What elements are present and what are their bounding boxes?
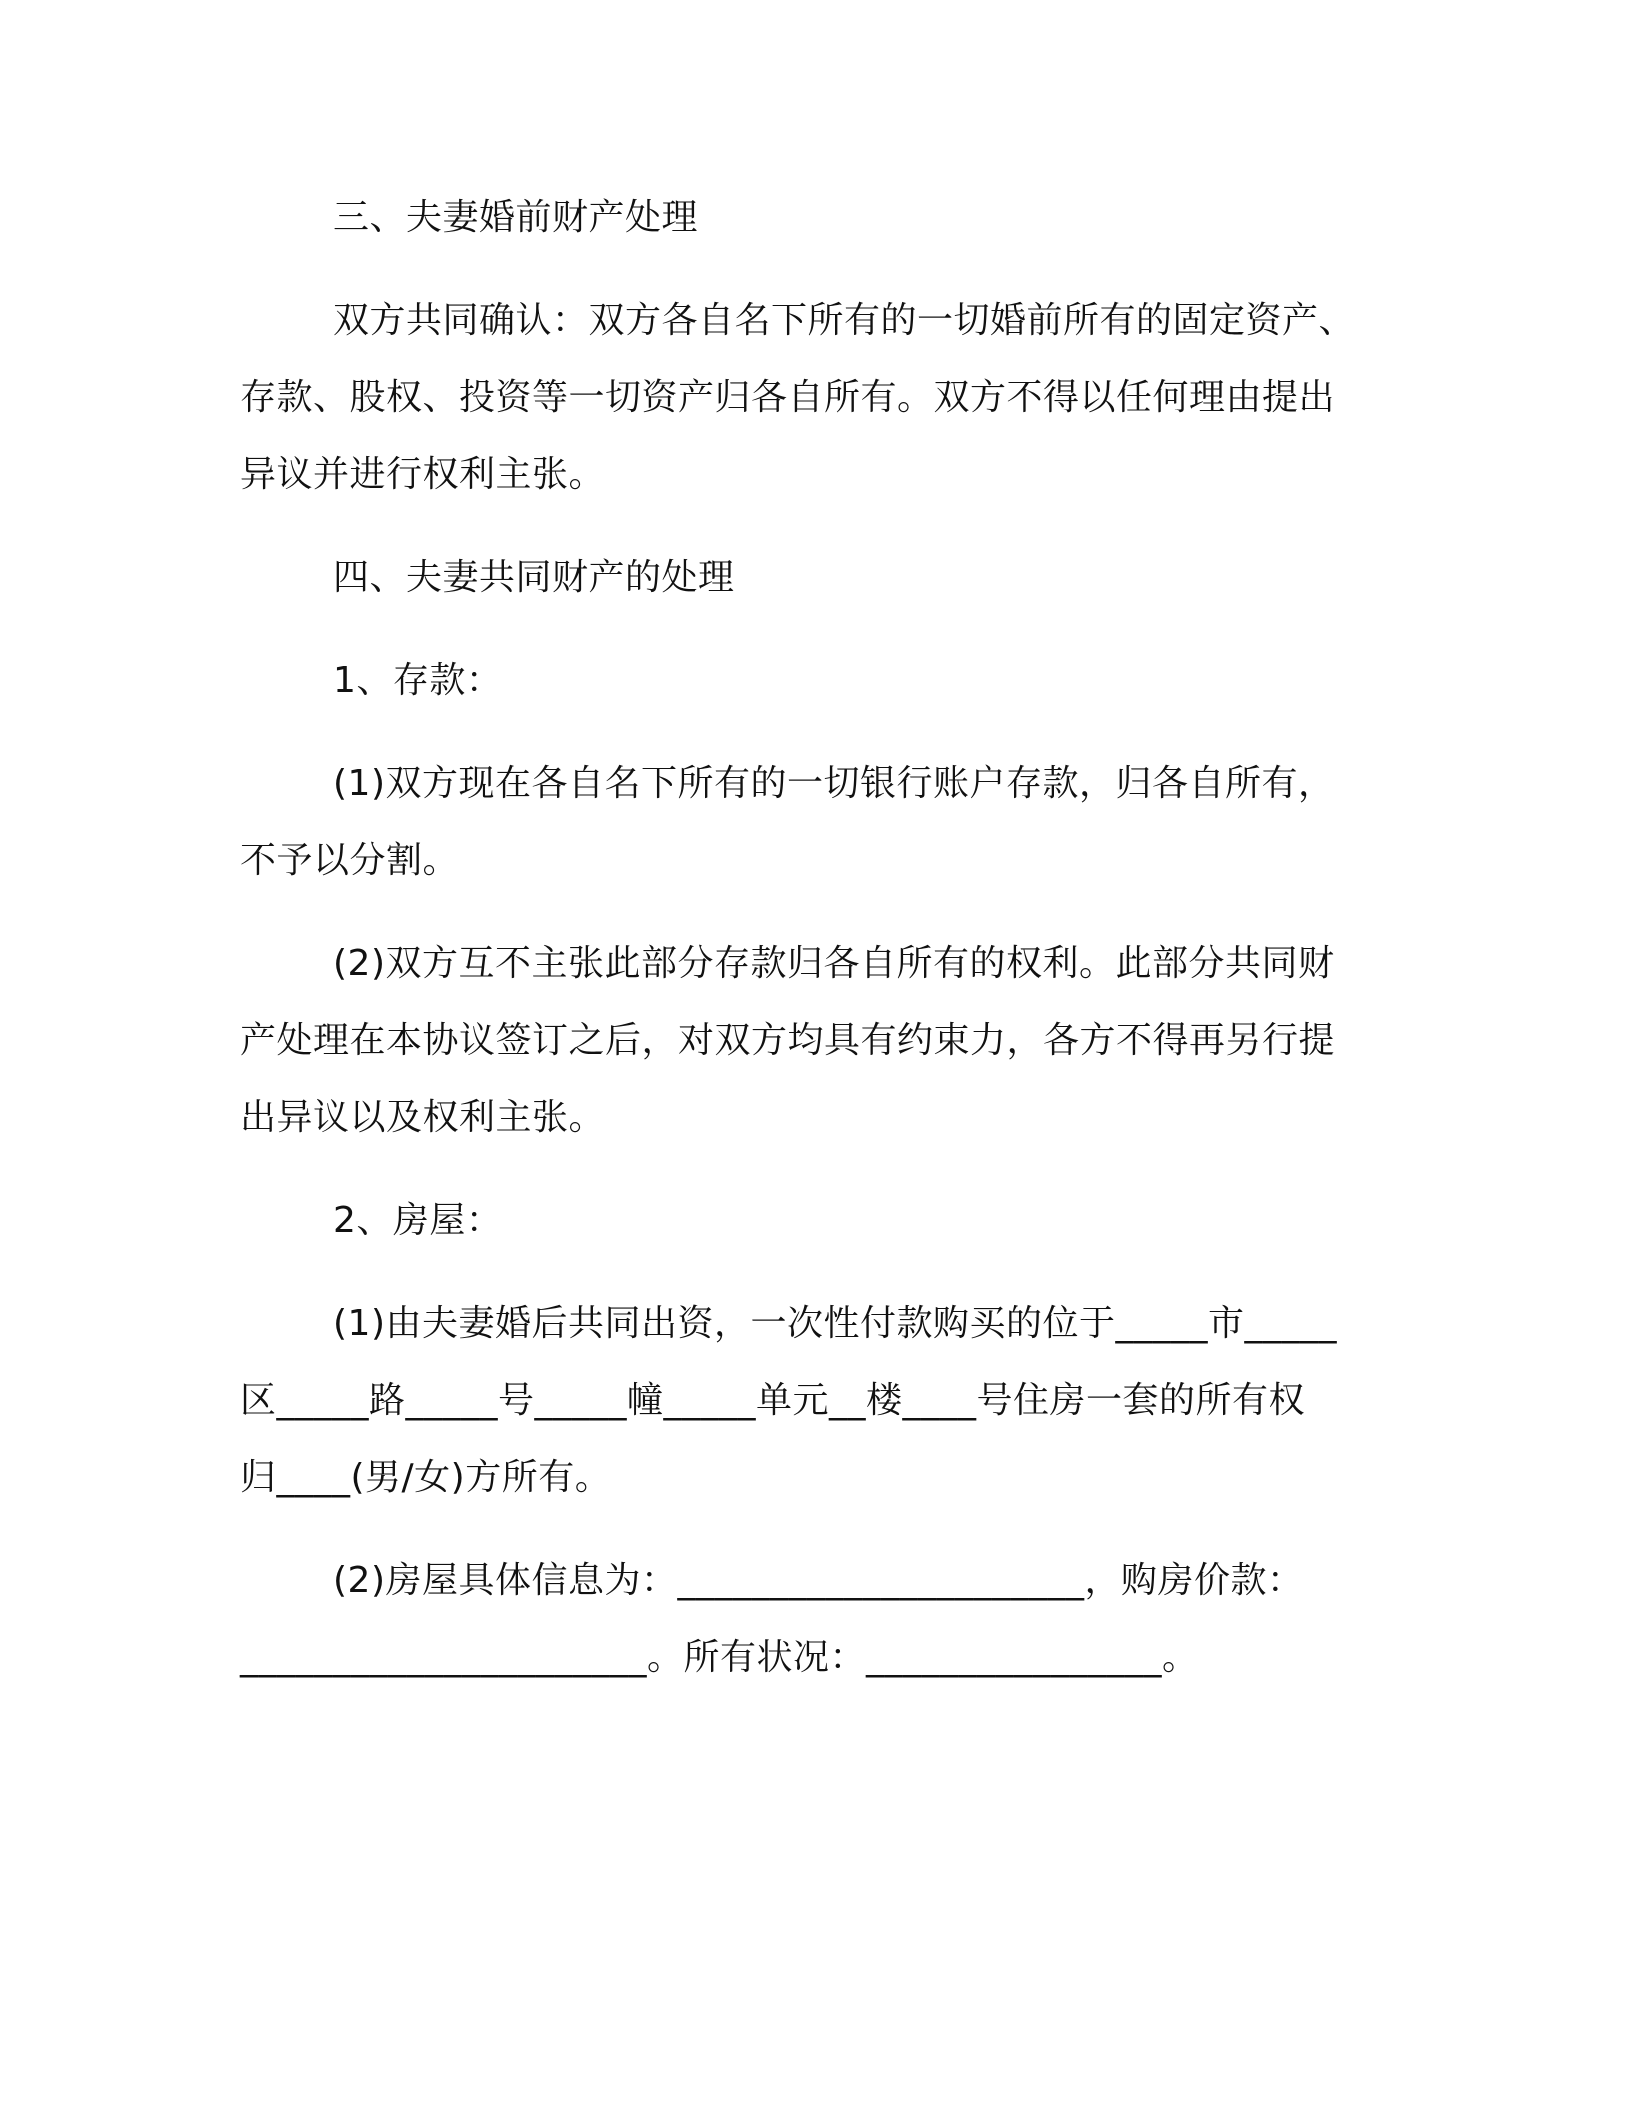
item-2-sub-1-line-1: (1)由夫妻婚后共同出资，一次性付款购买的位于_____市_____	[333, 1303, 1337, 1344]
section-3-paragraph-line-2: 存款、股权、投资等一切资产归各自所有。双方不得以任何理由提出	[240, 377, 1336, 418]
item-1-sub-1-line-1: (1)双方现在各自名下所有的一切银行账户存款，归各自所有，	[333, 763, 1335, 804]
section-3-paragraph-line-1: 双方共同确认：双方各自名下所有的一切婚前所有的固定资产、	[333, 300, 1356, 341]
item-2-heading: 2、房屋：	[333, 1200, 503, 1241]
section-4-heading: 四、夫妻共同财产的处理	[333, 557, 735, 598]
item-1-sub-2-line-1: (2)双方互不主张此部分存款归各自所有的权利。此部分共同财	[333, 943, 1335, 984]
item-1-heading: 1、存款：	[333, 660, 503, 701]
item-1-sub-1-line-2: 不予以分割。	[240, 840, 460, 881]
item-2-sub-2-line-2: ______________________。所有状况：________________。	[240, 1637, 1199, 1678]
item-2-sub-2-line-1: (2)房屋具体信息为：______________________，购房价款：	[333, 1560, 1304, 1601]
section-3-heading: 三、夫妻婚前财产处理	[333, 197, 699, 238]
item-2-sub-1-line-3: 归____(男/女)方所有。	[240, 1457, 612, 1498]
section-3-paragraph-line-3: 异议并进行权利主张。	[240, 454, 606, 495]
item-2-sub-1-line-2: 区_____路_____号_____幢_____单元__楼____号住房一套的所有权	[240, 1380, 1306, 1421]
item-1-sub-2-line-3: 出异议以及权利主张。	[240, 1097, 606, 1138]
item-1-sub-2-line-2: 产处理在本协议签订之后，对双方均具有约束力，各方不得再另行提	[240, 1020, 1336, 1061]
